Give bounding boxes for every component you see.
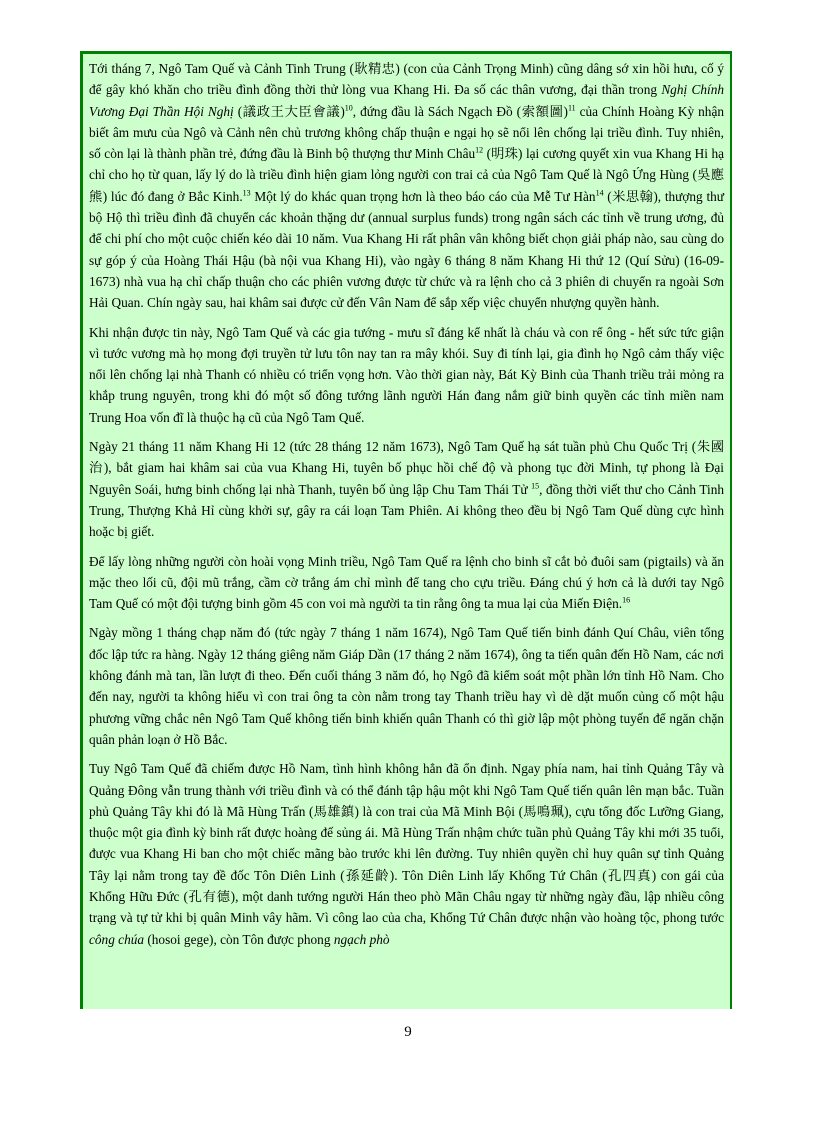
paragraph: [89, 58, 724, 314]
footnote-ref[interactable]: 13: [242, 188, 251, 198]
text-run: Tuy Ngô Tam Quế đã chiếm được Hồ Nam, tình hình không hẳn đã ổn định. Ngay phía nam, hai tỉnh Quảng Tây và Quảng Đông vẫn trung thành với triều đình và có thể đánh tập hậu một khi Ngô Tam Quế tiến quân lên mạn bắc. Tuần phủ Quảng Tây khi đó là Mã Hùng Trấn (馬雄鎮) là con trai của Mã Minh Bội (馬鳴珮), cựu tổng đốc Lưỡng Giang, thuộc một gia đình kỳ binh rất được hoàng đế sủng ái. Mã Hùng Trấn nhậm chức tuần phủ Quảng Tây khi mới 35 tuổi, được vua Khang Hi ban cho một chiếc mãng bào trước khi lên đường. Tuy nhiên quyền chỉ huy quân sự tỉnh Quảng Tây lại nằm trong tay đề đốc Tôn Diên Linh (孫延齡). Tôn Diên Linh lấy Khổng Tứ Chân (孔四真) con gái của Khổng Hữu Đức (孔有德), một danh tướng người Hán theo phò Mãn Châu ngay từ những ngày đầu, lập nhiều công trạng và tự tử khi bị quân Minh vây hãm. Vì công lao của cha, Khổng Tứ Chân được nhận vào hoàng tộc, phong tước: [89, 761, 724, 926]
text-run: Một lý do khác quan trọng hơn là theo báo cáo của Mễ Tư Hàn: [250, 188, 596, 204]
text-run: của Chính Hoàng Kỳ nhận biết âm mưu của Ngô và Cảnh nên chủ trương không chấp thuận e ngại họ sẽ nổi lên chống lại triều đình. Tuy nhiên, số còn lại là thành phần trẻ, đứng đầu là Binh bộ thượng thư Minh Châu: [89, 103, 724, 162]
footnote-ref[interactable]: 14: [595, 188, 604, 198]
text-run: Khi nhận được tin này, Ngô Tam Quế và các gia tướng - mưu sĩ đáng kể nhất là cháu và con rể ông - hết sức tức giận vì tước vương mà họ mong đợi truyền tử lưu tôn nay tan ra mây khói. Suy đi tính lại, gia đình họ Ngô cảm thấy việc nổi lên chống lại nhà Thanh có nhiều có triển vọng hơn. Vào thời gian này, Bát Kỳ Binh của Thanh triều trải mỏng ra khắp trung nguyên, trong khi đó một số đông tướng lãnh người Hán đang nắm giữ binh quyền các tỉnh miền nam Trung Hoa vốn đĩ là thuộc hạ cũ của Ngô Tam Quế.: [89, 324, 724, 425]
text-run: Để lấy lòng những người còn hoài vọng Minh triều, Ngô Tam Quế ra lệnh cho binh sĩ cắt bỏ đuôi sam (pigtails) và ăn mặc theo lối cũ, đội mũ trắng, cầm cờ trắng ám chỉ mình để tang cho cựu triều. Đáng chú ý hơn cả là dưới tay Ngô Tam Quế có một đội tượng binh gồm 45 con voi mà người ta tin rằng ông ta mua lại của Miến Điện.: [89, 553, 724, 612]
text-run: (hosoi gege), còn Tôn được phong: [144, 931, 334, 947]
text-run: (明珠) lại cương quyết xin vua Khang Hi hạ chỉ cho họ từ quan, lấy lý do là triều đình hiện giam lỏng người con trai cả của Ngô Tam Quế là Ngô Ứng Hùng (吳應熊) lúc đó đang ở Bắc Kinh.: [89, 146, 725, 204]
footnote-ref[interactable]: 12: [475, 145, 484, 155]
footnote-ref[interactable]: 15: [531, 481, 540, 491]
paragraph: [89, 322, 724, 428]
text-run: Ngày 21 tháng 11 năm Khang Hi 12 (tức 28 tháng 12 năm 1673), Ngô Tam Quế hạ sát tuần phủ Chu Quốc Trị (朱國治), bắt giam hai khâm sai của vua Khang Hi, tuyên bố phục hồi chế độ và phong tục đời Minh, tự phong là Đại Nguyên Soái, hưng binh chống lại nhà Thanh, tuyên bố ủng lập Chu Tam Thái Tử: [89, 439, 724, 497]
paragraph: [89, 436, 724, 542]
text-run: , đồng thời viết thư cho Cảnh Tinh Trung, Thượng Khả Hỉ cùng khởi sự, gây ra cái loạn Tam Phiên. Ai không theo đều bị Ngô Tam Quế dùng cực hình hoặc bị giết.: [89, 481, 724, 540]
italic-term: công chúa: [89, 931, 145, 947]
paragraph: [89, 758, 724, 950]
paragraph: [89, 551, 724, 615]
footnote-ref[interactable]: 16: [622, 595, 631, 605]
text-run: Tới tháng 7, Ngô Tam Quế và Cảnh Tinh Trung (耿精忠) (con của Cảnh Trọng Minh) cũng dâng sớ xin hồi hưu, cố ý để gây khó khăn cho triều đình đồng thời thử lòng vua Khang Hi. Đa số các thân vương, đại thần trong: [89, 61, 724, 98]
text-run: (米思翰), thượng thư bộ Hộ thì triều đình đã chuyển các khoản thặng dư (annual surplus funds) trong ngân sách các tỉnh về trung ương, đủ để chi phí cho một cuộc chiến kéo dài 10 năm. Vua Khang Hi rất phân vân không biết chọn giải pháp nào, sau cùng do sự góp ý của Hoàng Thái Hậu (bà nội vua Khang Hi), vào ngày 6 tháng 8 năm Khang Hi thứ 12 (Quí Sửu) (16-09-1673) nhà vua hạ chỉ chấp thuận cho các phiên vương được từ chức và ra lệnh cho cả 3 phiên di chuyển ra ngoài Sơn Hải Quan. Chín ngày sau, hai khâm sai được cử đến Vân Nam để sắp xếp việc chuyển nhượng quyền hành.: [89, 188, 724, 311]
italic-term: Nghị Chính Vương Đại Thần Hội Nghị: [89, 82, 724, 119]
paragraph-list: [89, 58, 724, 950]
italic-term: ngạch phò: [333, 931, 390, 947]
text-run: Ngày mồng 1 tháng chạp năm đó (tức ngày 7 tháng 1 năm 1674), Ngô Tam Quế tiến binh đánh Quí Châu, viên tổng đốc lập tức ra hàng. Ngày 12 tháng giêng năm Giáp Dần (17 tháng 2 năm 1674), ông ta tiến quân đến Hồ Nam, các nơi không đánh mà tan, lần lượt đi theo. Đến cuối tháng 3 năm đó, họ Ngô đã kiểm soát một phần lớn tỉnh Hồ Nam. Cho đến nay, người ta không hiểu vì con trai ông ta còn nằm trong tay Thanh triều hay vì dè dặt muốn củng cố một hậu phương vững chắc nên Ngô Tam Quế không tiến binh khiến quân Thanh có thì giờ lập một phòng tuyến để ngăn chặn quân phản loạn ở Hồ Bắc.: [89, 625, 724, 747]
main-text-box: [80, 51, 732, 1009]
page-number: 9: [404, 1024, 412, 1040]
text-run: (議政王大臣會議): [233, 103, 345, 119]
footnote-ref[interactable]: 10: [344, 103, 353, 113]
text-run: , đứng đầu là Sách Ngạch Đồ (索額圖): [352, 103, 568, 119]
footnote-ref[interactable]: 11: [567, 103, 576, 113]
paragraph: [89, 622, 724, 750]
